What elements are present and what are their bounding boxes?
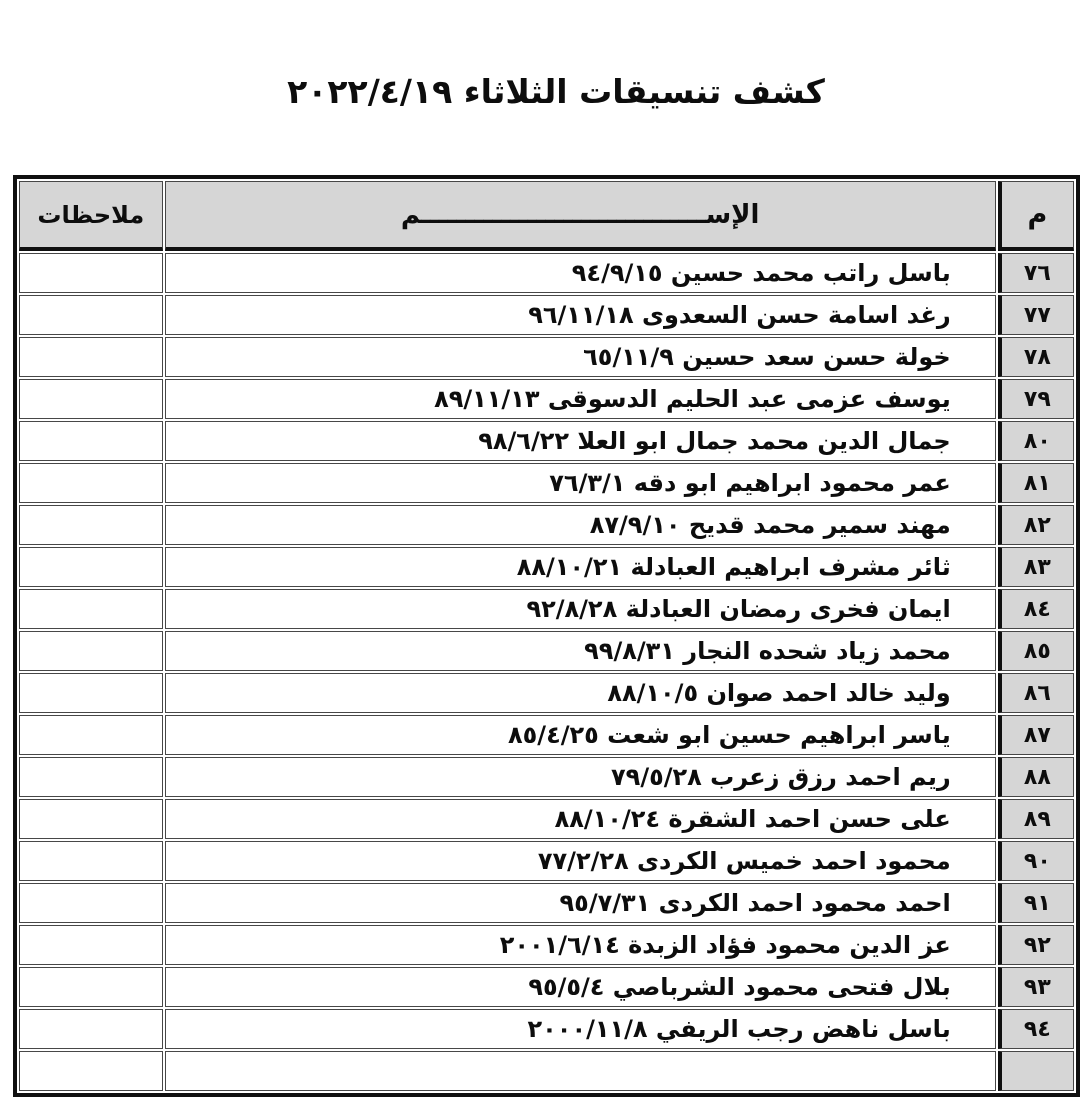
row-notes-cell [19,715,163,755]
row-notes-cell [19,547,163,587]
row-notes-cell [19,337,163,377]
table-row [19,673,1074,713]
row-notes-cell [19,841,163,881]
table-row [19,253,1074,293]
table-body [19,253,1074,1091]
row-number-cell: ٨٩ [998,799,1074,839]
table-row [19,295,1074,335]
table-row [19,589,1074,629]
row-notes-cell [19,925,163,965]
row-notes-cell [19,673,163,713]
table-row [19,841,1074,881]
table-row [19,715,1074,755]
header-number: م [998,181,1074,251]
row-name-cell: محمود احمد خميس الكردى ٧٧/٢/٢٨ [165,841,996,881]
row-number-cell: ٨٢ [998,505,1074,545]
row-number-cell: ٨٦ [998,673,1074,713]
row-name-cell: جمال الدين محمد جمال ابو العلا ٩٨/٦/٢٢ [165,421,996,461]
row-number-cell: ٨١ [998,463,1074,503]
row-name-cell: باسل ناهض رجب الريفي ٢٠٠٠/١١/٨ [165,1009,996,1049]
row-number-cell: ٧٦ [998,253,1074,293]
row-number-cell: ٨٠ [998,421,1074,461]
row-notes-cell [19,967,163,1007]
row-notes-cell [19,421,163,461]
row-number-cell: ٩٢ [998,925,1074,965]
table-row [19,421,1074,461]
row-name-cell: عز الدين محمود فؤاد الزبدة ٢٠٠١/٦/١٤ [165,925,996,965]
table-row [19,631,1074,671]
row-number-cell: ٧٨ [998,337,1074,377]
row-notes-cell [19,589,163,629]
row-num-cell [998,1051,1074,1091]
row-name-cell: رغد اسامة حسن السعدوى ٩٦/١١/١٨ [165,295,996,335]
row-name-cell: ثائر مشرف ابراهيم العبادلة ٨٨/١٠/٢١ [165,547,996,587]
document-title: كشف تنسيقات الثلاثاء ٢٠٢٢/٤/١٩ [287,72,825,111]
row-name-cell: يوسف عزمى عبد الحليم الدسوقى ٨٩/١١/١٣ [165,379,996,419]
row-notes-cell [19,253,163,293]
row-name-cell [165,1051,996,1091]
table-row [19,379,1074,419]
row-number-cell: ٨٧ [998,715,1074,755]
row-number-cell: ٩٣ [998,967,1074,1007]
row-number-cell: ٧٧ [998,295,1074,335]
row-notes-cell [19,1009,163,1049]
header-row [19,181,1074,251]
row-name-cell: ياسر ابراهيم حسين ابو شعت ٨٥/٤/٢٥ [165,715,996,755]
row-number-cell: ٧٩ [998,379,1074,419]
row-notes-cell [19,379,163,419]
row-name-cell: بلال فتحى محمود الشرباصي ٩٥/٥/٤ [165,967,996,1007]
header-name: الإســــــــــــــــــــــــــــــــم [165,181,996,251]
row-name-cell: وليد خالد احمد صوان ٨٨/١٠/٥ [165,673,996,713]
row-notes-cell [19,631,163,671]
row-notes-cell [19,1051,163,1091]
row-notes-cell [19,295,163,335]
table-row [19,337,1074,377]
row-notes-cell [19,799,163,839]
row-name-cell: احمد محمود احمد الكردى ٩٥/٧/٣١ [165,883,996,923]
row-notes-cell [19,757,163,797]
row-name-cell: ريم احمد رزق زعرب ٧٩/٥/٢٨ [165,757,996,797]
row-notes-cell [19,883,163,923]
table-row [19,757,1074,797]
table-row-partial [19,1051,1074,1091]
coordination-table [13,175,1080,1097]
row-number-cell: ٨٣ [998,547,1074,587]
table-row [19,799,1074,839]
header-notes: ملاحظات [19,181,163,251]
table-row [19,463,1074,503]
row-name-cell: باسل راتب محمد حسين ٩٤/٩/١٥ [165,253,996,293]
table-row [19,547,1074,587]
row-name-cell: عمر محمود ابراهيم ابو دقه ٧٦/٣/١ [165,463,996,503]
row-number-cell: ٨٤ [998,589,1074,629]
row-number-cell: ٩٠ [998,841,1074,881]
row-name-cell: ايمان فخرى رمضان العبادلة ٩٢/٨/٢٨ [165,589,996,629]
table-row [19,505,1074,545]
row-notes-cell [19,505,163,545]
title-container [0,72,1080,111]
row-name-cell: خولة حسن سعد حسين ٦٥/١١/٩ [165,337,996,377]
row-name-cell: على حسن احمد الشقرة ٨٨/١٠/٢٤ [165,799,996,839]
row-name-cell: مهند سمير محمد قديح ٨٧/٩/١٠ [165,505,996,545]
table-row [19,1009,1074,1049]
row-number-cell: ٩٤ [998,1009,1074,1049]
row-name-cell: محمد زياد شحده النجار ٩٩/٨/٣١ [165,631,996,671]
table-header [19,181,1074,251]
table-row [19,883,1074,923]
row-number-cell: ٨٥ [998,631,1074,671]
row-number-cell: ٨٨ [998,757,1074,797]
row-notes-cell [19,463,163,503]
row-number-cell: ٩١ [998,883,1074,923]
table-row [19,925,1074,965]
table-row [19,967,1074,1007]
